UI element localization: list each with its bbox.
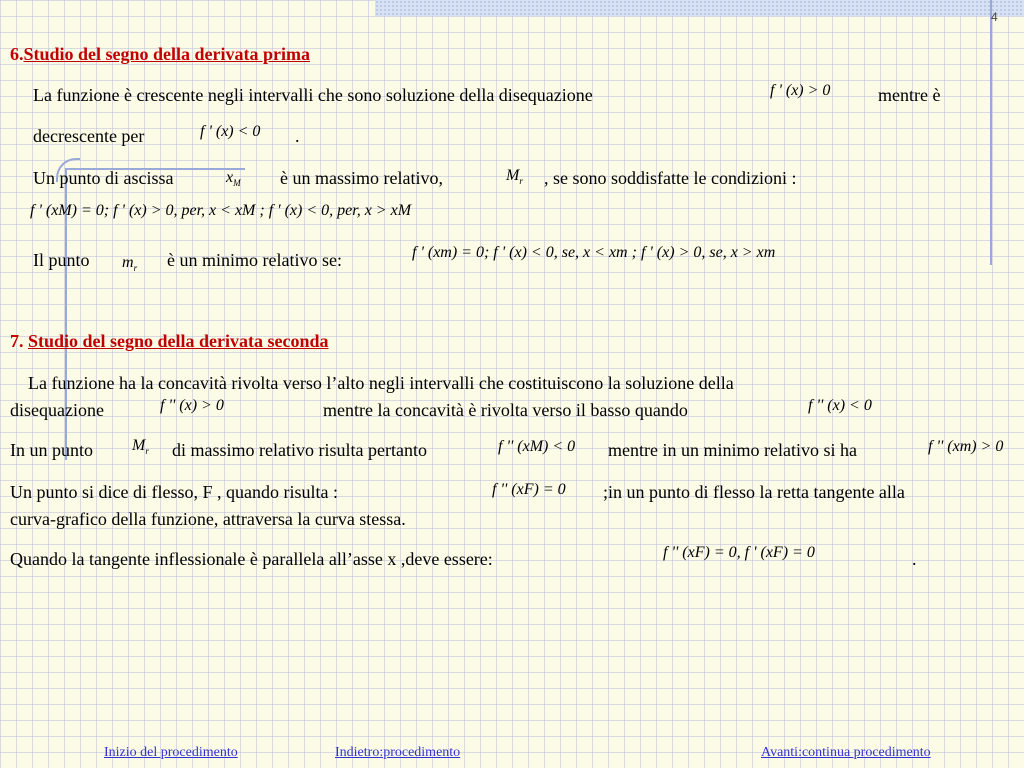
s7-line3b: di massimo relativo risulta pertanto <box>172 440 427 460</box>
s6-line3a: Un punto di ascissa <box>33 168 174 188</box>
s6-line5b: è un minimo relativo se: <box>167 250 342 270</box>
section-7-heading <box>10 331 329 352</box>
s7-formula-second-derivative-negative: f '' (x) < 0 <box>808 397 872 414</box>
s7-line6-end: . <box>912 549 917 569</box>
s7-symbol-Mr: $M_r$ <box>132 437 149 456</box>
section-7-number: 7. <box>10 331 24 351</box>
s6-line3c: , se sono soddisfatte le condizioni : <box>544 168 797 188</box>
s7-formula-inflection: f '' (xF) = 0 <box>492 481 566 498</box>
s6-symbol-mr: $m_r$ <box>122 254 138 273</box>
s7-formula-horizontal-inflection: f '' (xF) = 0, f ' (xF) = 0 <box>663 544 815 561</box>
page-number: 4 <box>991 10 998 24</box>
s7-formula-second-derivative-positive: f '' (x) > 0 <box>160 397 224 414</box>
s6-line1-end: mentre è <box>878 85 941 105</box>
nav-link-start[interactable]: Inizio del procedimento <box>104 745 238 760</box>
s6-max-conditions: f ' (xM) = 0; f ' (x) > 0, per, x < xM ; f ' (x) < 0, per, x > xM <box>30 202 412 219</box>
section-6-heading <box>10 44 310 65</box>
s6-formula-first-derivative-negative: f ' (x) < 0 <box>200 123 261 140</box>
s6-line5a: Il punto <box>33 250 90 270</box>
s7-line4b: ;in un punto di flesso la retta tangente alla <box>603 482 905 502</box>
s7-line2b: mentre la concavità è rivolta verso il basso quando <box>323 400 688 420</box>
s6-line2: decrescente per <box>33 126 145 146</box>
s6-line1: La funzione è crescente negli intervalli che sono soluzione della disequazione <box>33 85 593 105</box>
section-6-title: Studio del segno della derivata prima <box>23 44 311 64</box>
s7-line3c: mentre in un minimo relativo si ha <box>608 440 857 460</box>
s6-min-conditions: f ' (xm) = 0; f ' (x) < 0, se, x < xm ; f ' (x) > 0, se, x > xm <box>412 244 776 261</box>
s7-line6a: Quando la tangente inflessionale è parallela all’asse x ,deve essere: <box>10 549 493 569</box>
s7-line5: curva-grafico della funzione, attraversa la curva stessa. <box>10 509 406 529</box>
s7-line2a: disequazione <box>10 400 104 420</box>
top-decorative-band <box>375 0 1024 16</box>
nav-link-back[interactable]: Indietro:procedimento <box>335 745 461 760</box>
nav-link-next[interactable]: Avanti:continua procedimento <box>761 745 931 760</box>
s7-line1: La funzione ha la concavità rivolta verso l’alto negli intervalli che costituiscono la soluzione della <box>28 373 734 393</box>
s7-formula-max-second-derivative: f '' (xM) < 0 <box>498 438 576 455</box>
s6-symbol-Mr: $M_r$ <box>506 167 523 186</box>
s6-line3b: è un massimo relativo, <box>280 168 443 188</box>
section-7-title: Studio del segno della derivata seconda <box>28 331 329 351</box>
s6-symbol-xM: $x_M$ <box>226 169 241 188</box>
right-guide-line <box>990 0 992 265</box>
s6-formula-first-derivative-positive: f ' (x) > 0 <box>770 82 831 99</box>
s7-line3a: In un punto <box>10 440 93 460</box>
s6-line2-end: . <box>295 126 300 146</box>
s7-formula-min-second-derivative: f '' (xm) > 0 <box>928 438 1004 455</box>
s7-line4a: Un punto si dice di flesso, F , quando risulta : <box>10 482 338 502</box>
section-6-number: 6. <box>10 44 24 64</box>
